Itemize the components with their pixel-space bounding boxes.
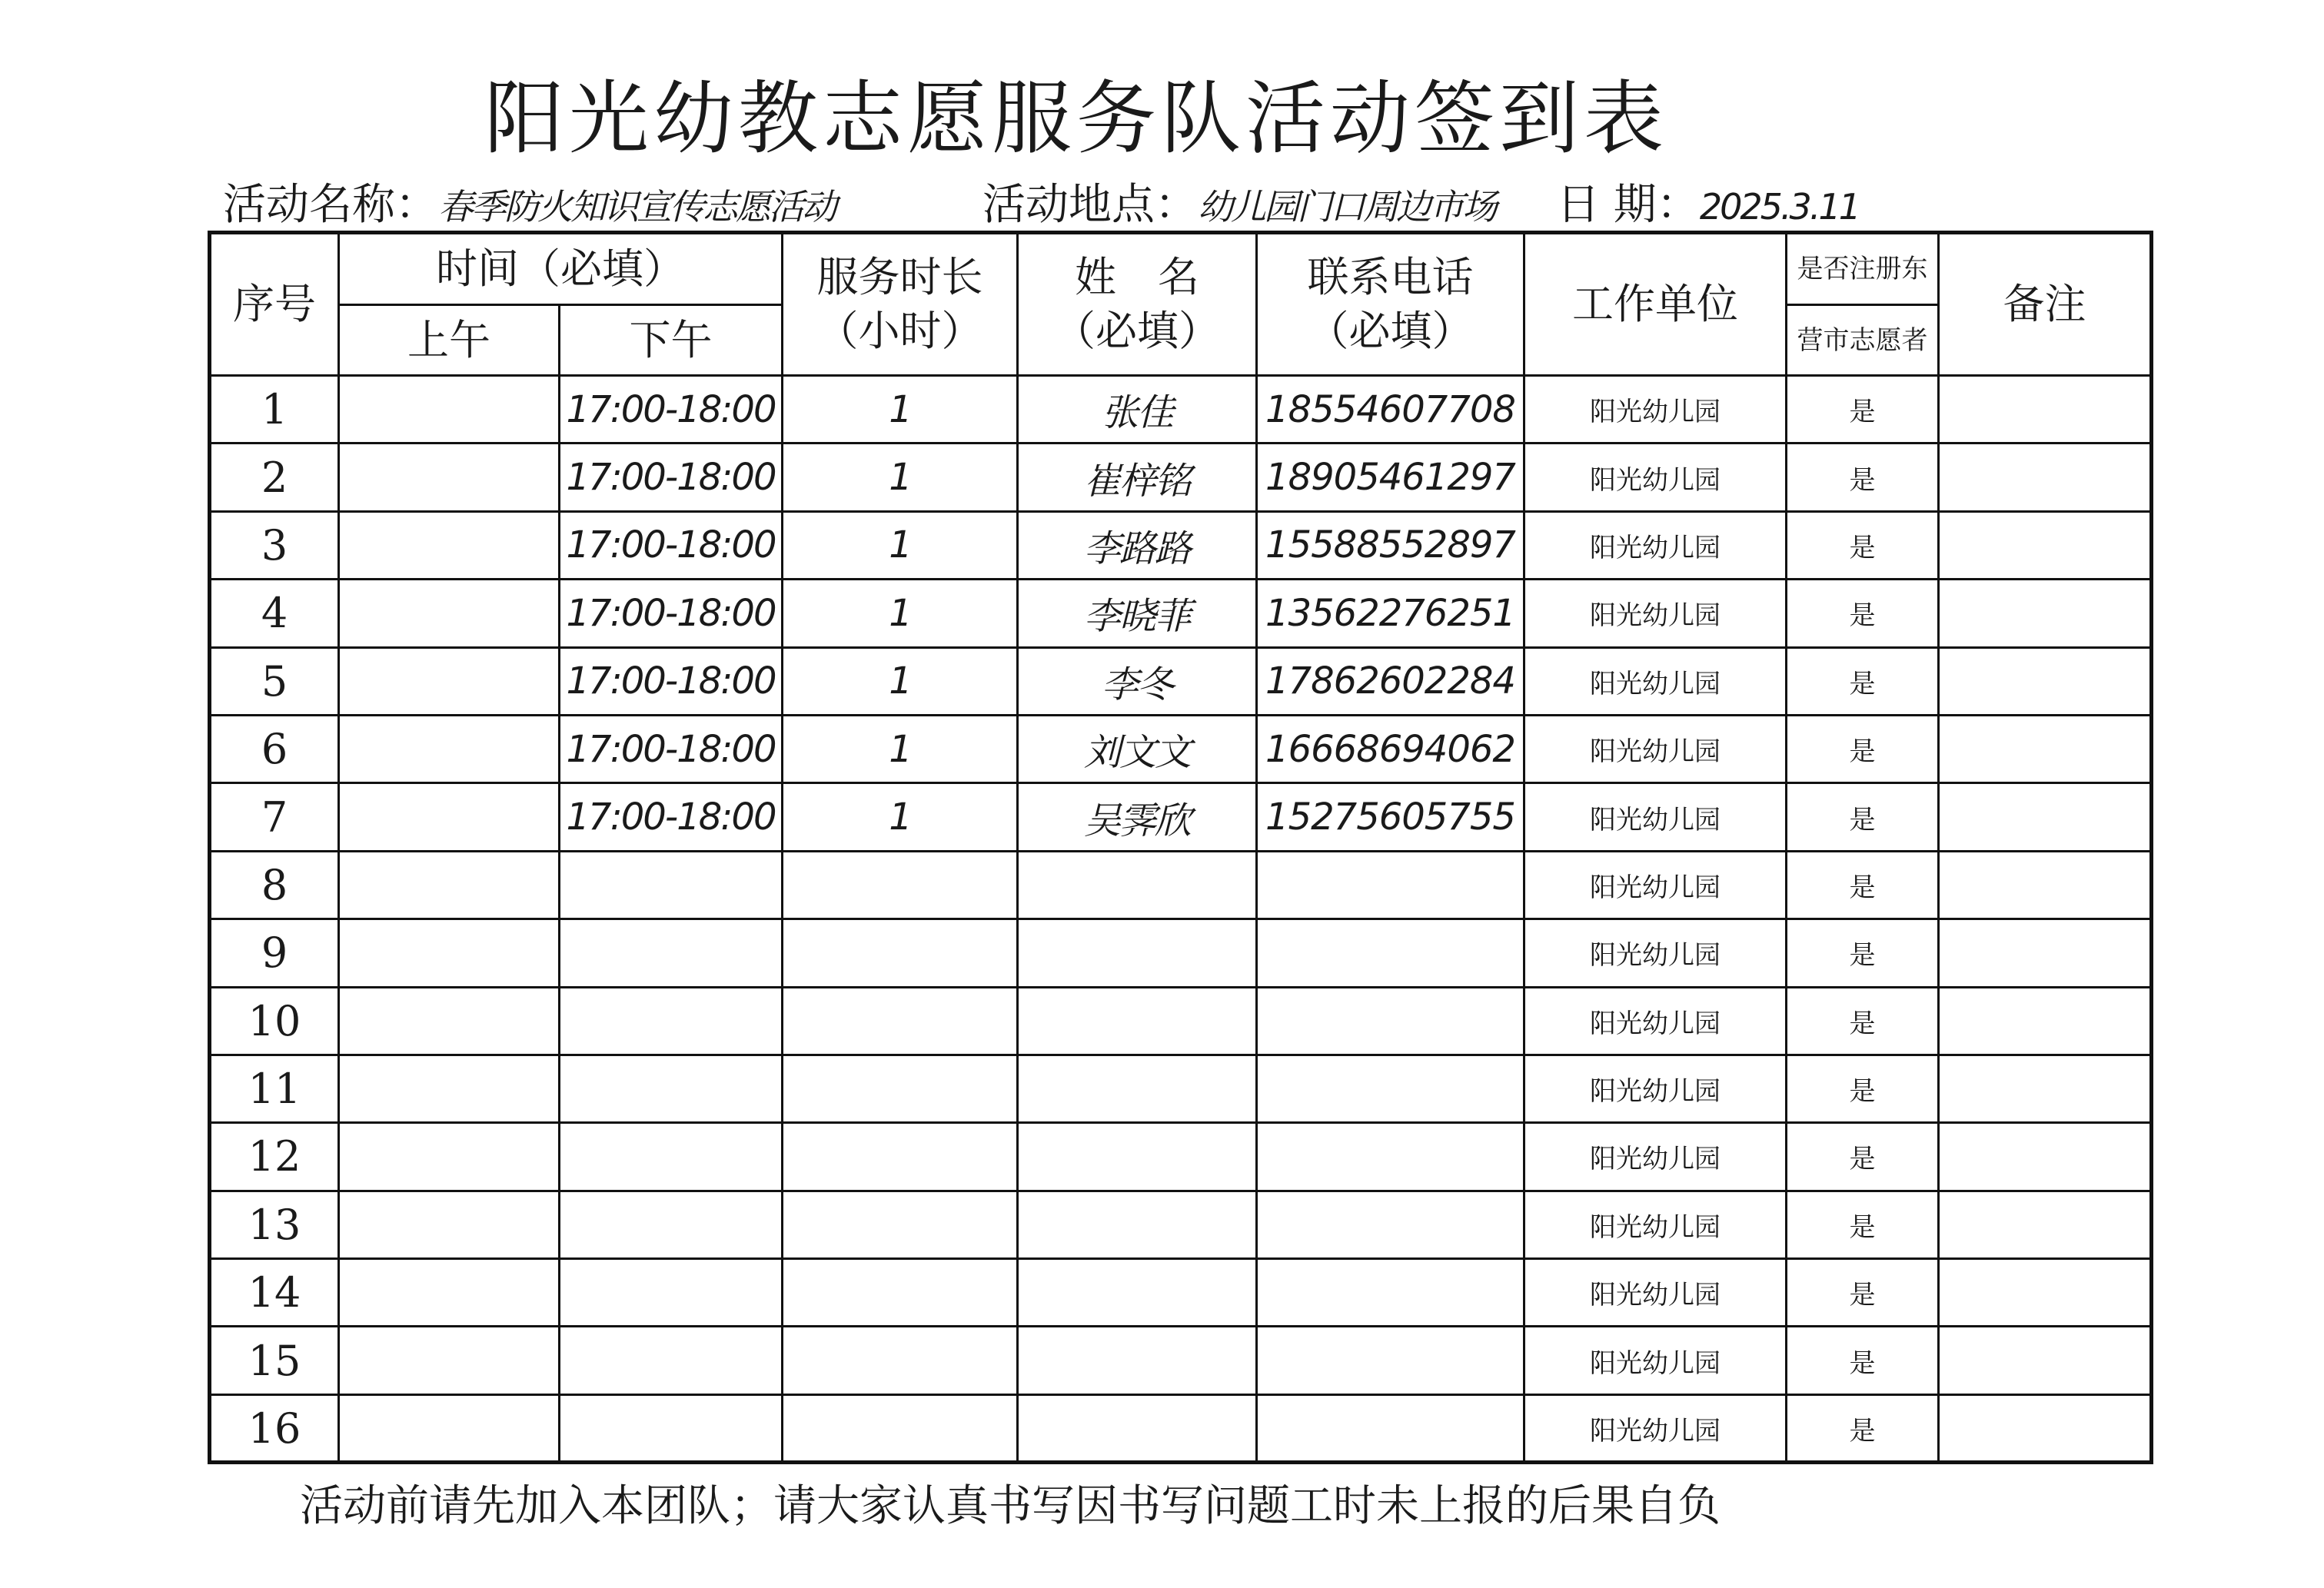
table-row bbox=[210, 1394, 2152, 1462]
cell-pm bbox=[560, 1327, 783, 1394]
cell-phone bbox=[1257, 1055, 1524, 1122]
cell-phone bbox=[1257, 1191, 1524, 1258]
cell-remarks bbox=[1939, 851, 2152, 919]
footer-note: 活动前请先加入本团队；请大家认真书写因书写问题工时未上报的后果自负 bbox=[300, 1481, 1721, 1531]
cell-remarks bbox=[1939, 444, 2152, 511]
cell-remarks bbox=[1939, 511, 2152, 579]
cell-registered: 是 bbox=[1787, 919, 1939, 987]
table-body bbox=[210, 376, 2152, 1463]
cell-hours: 1 bbox=[783, 783, 1018, 851]
cell-pm: 17:00-18:00 bbox=[560, 647, 783, 715]
cell-no: 15 bbox=[210, 1327, 339, 1394]
header-duration bbox=[783, 233, 1018, 376]
table-row bbox=[210, 1123, 2152, 1191]
cell-hours bbox=[783, 851, 1018, 919]
cell-phone: 17862602284 bbox=[1257, 647, 1524, 715]
cell-name bbox=[1018, 1191, 1257, 1258]
table-row bbox=[210, 715, 2152, 782]
cell-pm: 17:00-18:00 bbox=[560, 783, 783, 851]
cell-registered: 是 bbox=[1787, 444, 1939, 511]
cell-no: 12 bbox=[210, 1123, 339, 1191]
cell-am bbox=[339, 851, 560, 919]
cell-hours bbox=[783, 1123, 1018, 1191]
cell-registered: 是 bbox=[1787, 1327, 1939, 1394]
cell-am bbox=[339, 783, 560, 851]
cell-name bbox=[1018, 851, 1257, 919]
header-seq: 序号 bbox=[210, 233, 339, 376]
table-row bbox=[210, 580, 2152, 647]
header-time: 时间（必填） bbox=[339, 233, 783, 305]
cell-hours bbox=[783, 1259, 1018, 1327]
cell-unit: 阳光幼儿园 bbox=[1524, 511, 1787, 579]
cell-am bbox=[339, 1055, 560, 1122]
cell-registered: 是 bbox=[1787, 1394, 1939, 1462]
activity-date bbox=[1557, 171, 1859, 232]
cell-pm: 17:00-18:00 bbox=[560, 444, 783, 511]
cell-am bbox=[339, 580, 560, 647]
table-row bbox=[210, 919, 2152, 987]
cell-hours: 1 bbox=[783, 511, 1018, 579]
cell-remarks bbox=[1939, 1259, 2152, 1327]
cell-pm: 17:00-18:00 bbox=[560, 580, 783, 647]
cell-name: 吴霁欣 bbox=[1018, 783, 1257, 851]
cell-pm bbox=[560, 1394, 783, 1462]
cell-no: 14 bbox=[210, 1259, 339, 1327]
cell-pm: 17:00-18:00 bbox=[560, 511, 783, 579]
cell-phone bbox=[1257, 851, 1524, 919]
header-remarks: 备注 bbox=[1939, 233, 2152, 376]
cell-no: 1 bbox=[210, 376, 339, 444]
cell-hours bbox=[783, 987, 1018, 1055]
cell-remarks bbox=[1939, 376, 2152, 444]
cell-phone bbox=[1257, 919, 1524, 987]
cell-name: 崔梓铭 bbox=[1018, 444, 1257, 511]
cell-remarks bbox=[1939, 1123, 2152, 1191]
header-name-line1: 姓 名 bbox=[1075, 253, 1199, 301]
cell-unit: 阳光幼儿园 bbox=[1524, 851, 1787, 919]
cell-name: 李晓菲 bbox=[1018, 580, 1257, 647]
date-label: 日 期： bbox=[1557, 180, 1700, 230]
cell-remarks bbox=[1939, 919, 2152, 987]
cell-am bbox=[339, 1327, 560, 1394]
cell-registered: 是 bbox=[1787, 511, 1939, 579]
header-registered-line1: 是否注册东 bbox=[1787, 233, 1939, 305]
header-name bbox=[1018, 233, 1257, 376]
cell-remarks bbox=[1939, 1394, 2152, 1462]
cell-registered: 是 bbox=[1787, 1259, 1939, 1327]
header-phone-line1: 联系电话 bbox=[1307, 253, 1474, 301]
cell-am bbox=[339, 444, 560, 511]
cell-pm bbox=[560, 1055, 783, 1122]
signin-table bbox=[208, 231, 2153, 1464]
cell-phone: 13562276251 bbox=[1257, 580, 1524, 647]
cell-no: 5 bbox=[210, 647, 339, 715]
cell-name bbox=[1018, 1055, 1257, 1122]
cell-unit: 阳光幼儿园 bbox=[1524, 1259, 1787, 1327]
table-row bbox=[210, 444, 2152, 511]
cell-pm bbox=[560, 851, 783, 919]
cell-am bbox=[339, 715, 560, 782]
cell-no: 6 bbox=[210, 715, 339, 782]
cell-unit: 阳光幼儿园 bbox=[1524, 715, 1787, 782]
cell-am bbox=[339, 919, 560, 987]
cell-phone: 15275605755 bbox=[1257, 783, 1524, 851]
cell-remarks bbox=[1939, 783, 2152, 851]
cell-no: 2 bbox=[210, 444, 339, 511]
cell-registered: 是 bbox=[1787, 376, 1939, 444]
cell-registered: 是 bbox=[1787, 783, 1939, 851]
cell-phone bbox=[1257, 987, 1524, 1055]
cell-unit: 阳光幼儿园 bbox=[1524, 783, 1787, 851]
cell-no: 13 bbox=[210, 1191, 339, 1258]
cell-unit: 阳光幼儿园 bbox=[1524, 1123, 1787, 1191]
cell-no: 16 bbox=[210, 1394, 339, 1462]
cell-registered: 是 bbox=[1787, 647, 1939, 715]
location-label: 活动地点： bbox=[982, 180, 1198, 230]
cell-unit: 阳光幼儿园 bbox=[1524, 444, 1787, 511]
header-unit: 工作单位 bbox=[1524, 233, 1787, 376]
cell-name bbox=[1018, 1327, 1257, 1394]
table-row bbox=[210, 851, 2152, 919]
cell-hours: 1 bbox=[783, 376, 1018, 444]
cell-no: 10 bbox=[210, 987, 339, 1055]
cell-name: 张佳 bbox=[1018, 376, 1257, 444]
cell-unit: 阳光幼儿园 bbox=[1524, 1327, 1787, 1394]
cell-pm bbox=[560, 1259, 783, 1327]
cell-name bbox=[1018, 1123, 1257, 1191]
cell-hours: 1 bbox=[783, 444, 1018, 511]
activity-location bbox=[982, 171, 1495, 232]
cell-hours: 1 bbox=[783, 647, 1018, 715]
cell-unit: 阳光幼儿园 bbox=[1524, 1055, 1787, 1122]
cell-hours bbox=[783, 1191, 1018, 1258]
cell-no: 8 bbox=[210, 851, 339, 919]
cell-registered: 是 bbox=[1787, 1123, 1939, 1191]
table-row bbox=[210, 647, 2152, 715]
cell-registered: 是 bbox=[1787, 1191, 1939, 1258]
cell-phone: 15588552897 bbox=[1257, 511, 1524, 579]
cell-unit: 阳光幼儿园 bbox=[1524, 1191, 1787, 1258]
header-afternoon: 下午 bbox=[560, 305, 783, 376]
table-row bbox=[210, 511, 2152, 579]
cell-hours bbox=[783, 1394, 1018, 1462]
cell-pm bbox=[560, 1123, 783, 1191]
cell-no: 3 bbox=[210, 511, 339, 579]
cell-phone: 16668694062 bbox=[1257, 715, 1524, 782]
header-duration-line2: （小时） bbox=[816, 307, 983, 355]
cell-remarks bbox=[1939, 987, 2152, 1055]
table-row bbox=[210, 376, 2152, 444]
table-row bbox=[210, 1327, 2152, 1394]
cell-am bbox=[339, 511, 560, 579]
cell-registered: 是 bbox=[1787, 715, 1939, 782]
table-row bbox=[210, 1259, 2152, 1327]
cell-no: 4 bbox=[210, 580, 339, 647]
cell-name bbox=[1018, 1394, 1257, 1462]
cell-hours bbox=[783, 1055, 1018, 1122]
activity-name-value: 春季防火知识宣传志愿活动 bbox=[438, 186, 835, 228]
cell-phone bbox=[1257, 1259, 1524, 1327]
cell-no: 9 bbox=[210, 919, 339, 987]
header-name-line2: （必填） bbox=[1054, 307, 1220, 355]
cell-remarks bbox=[1939, 580, 2152, 647]
cell-am bbox=[339, 1394, 560, 1462]
cell-name: 刘文文 bbox=[1018, 715, 1257, 782]
cell-am bbox=[339, 987, 560, 1055]
header-phone bbox=[1257, 233, 1524, 376]
header-registered-line2: 营市志愿者 bbox=[1787, 305, 1939, 376]
cell-phone bbox=[1257, 1394, 1524, 1462]
cell-pm bbox=[560, 919, 783, 987]
page-title: 阳光幼教志愿服务队活动签到表 bbox=[484, 71, 1668, 165]
table-header bbox=[210, 233, 2152, 376]
cell-am bbox=[339, 1191, 560, 1258]
cell-unit: 阳光幼儿园 bbox=[1524, 987, 1787, 1055]
cell-pm bbox=[560, 987, 783, 1055]
cell-pm: 17:00-18:00 bbox=[560, 715, 783, 782]
location-value: 幼儿园门口周边市场 bbox=[1198, 186, 1495, 228]
cell-phone: 18905461297 bbox=[1257, 444, 1524, 511]
cell-registered: 是 bbox=[1787, 987, 1939, 1055]
cell-am bbox=[339, 1123, 560, 1191]
activity-name-label: 活动名称： bbox=[223, 180, 438, 230]
table-row bbox=[210, 1055, 2152, 1122]
cell-registered: 是 bbox=[1787, 1055, 1939, 1122]
cell-am bbox=[339, 376, 560, 444]
cell-registered: 是 bbox=[1787, 851, 1939, 919]
cell-name bbox=[1018, 987, 1257, 1055]
cell-name bbox=[1018, 1259, 1257, 1327]
cell-hours bbox=[783, 919, 1018, 987]
header-phone-line2: （必填） bbox=[1307, 307, 1474, 355]
cell-pm bbox=[560, 1191, 783, 1258]
table-row bbox=[210, 783, 2152, 851]
cell-no: 11 bbox=[210, 1055, 339, 1122]
cell-remarks bbox=[1939, 1055, 2152, 1122]
cell-pm: 17:00-18:00 bbox=[560, 376, 783, 444]
cell-hours: 1 bbox=[783, 715, 1018, 782]
activity-name bbox=[223, 171, 835, 232]
cell-remarks bbox=[1939, 1191, 2152, 1258]
cell-name: 李冬 bbox=[1018, 647, 1257, 715]
cell-remarks bbox=[1939, 1327, 2152, 1394]
cell-registered: 是 bbox=[1787, 580, 1939, 647]
cell-no: 7 bbox=[210, 783, 339, 851]
cell-unit: 阳光幼儿园 bbox=[1524, 580, 1787, 647]
cell-am bbox=[339, 647, 560, 715]
cell-remarks bbox=[1939, 647, 2152, 715]
cell-unit: 阳光幼儿园 bbox=[1524, 919, 1787, 987]
cell-hours: 1 bbox=[783, 580, 1018, 647]
header-duration-line1: 服务时长 bbox=[816, 253, 983, 301]
cell-phone bbox=[1257, 1123, 1524, 1191]
cell-hours bbox=[783, 1327, 1018, 1394]
cell-name bbox=[1018, 919, 1257, 987]
cell-am bbox=[339, 1259, 560, 1327]
date-value: 2025.3.11 bbox=[1699, 186, 1859, 228]
table-row bbox=[210, 987, 2152, 1055]
cell-remarks bbox=[1939, 715, 2152, 782]
cell-unit: 阳光幼儿园 bbox=[1524, 1394, 1787, 1462]
cell-unit: 阳光幼儿园 bbox=[1524, 376, 1787, 444]
cell-unit: 阳光幼儿园 bbox=[1524, 647, 1787, 715]
header-morning: 上午 bbox=[339, 305, 560, 376]
cell-name: 李路路 bbox=[1018, 511, 1257, 579]
cell-phone bbox=[1257, 1327, 1524, 1394]
cell-phone: 18554607708 bbox=[1257, 376, 1524, 444]
table-row bbox=[210, 1191, 2152, 1258]
